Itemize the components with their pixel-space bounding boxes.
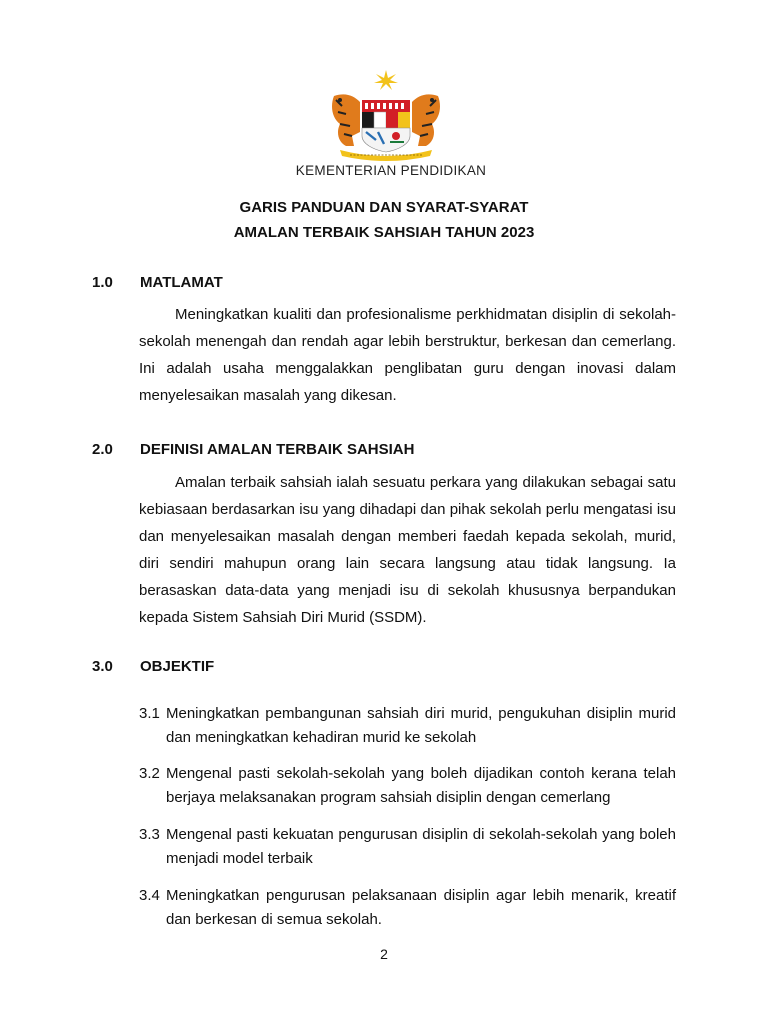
section-paragraph-definisi [139,469,676,631]
objective-number: 3.4 [139,887,160,904]
objective-item [139,702,676,750]
section-paragraph-matlamat [139,301,676,409]
section-title: MATLAMAT [140,274,223,291]
section-number: 2.0 [92,441,113,458]
ministry-name: KEMENTERIAN PENDIDIKAN [295,163,487,178]
objective-number: 3.3 [139,826,160,843]
objective-item [139,884,676,932]
section-title: DEFINISI AMALAN TERBAIK SAHSIAH [140,441,415,458]
objective-text: Meningkatkan pembangunan sahsiah diri murid, pengukuhan disiplin murid dan meningkatkan kehadiran murid ke sekolah [166,705,676,746]
page-number: 2 [380,946,388,962]
section-title: OBJEKTIF [140,658,215,675]
paragraph-text: Meningkatkan kualiti dan profesionalisme perkhidmatan disiplin di sekolah-sekolah menengah dan rendah agar lebih berstruktur, berkesan dan cemerlang. Ini adalah usaha menggalakkan penglibatan guru dengan inovasi dalam menyelesaikan masalah yang dikesan. [139,306,676,404]
objective-item [139,762,676,810]
section-heading-matlamat [92,274,223,291]
section-heading-definisi [92,441,414,458]
document-title-line-2: AMALAN TERBAIK SAHSIAH TAHUN 2023 [233,224,535,241]
section-number: 1.0 [92,274,113,291]
coat-of-arms-logo [326,66,446,162]
objective-item [139,823,676,871]
section-number: 3.0 [92,658,113,675]
document-title-line-1: GARIS PANDUAN DAN SYARAT-SYARAT [239,199,529,216]
objective-text: Mengenal pasti sekolah-sekolah yang boleh dijadikan contoh kerana telah berjaya melaksanakan program sahsiah disiplin dengan cemerlang [166,765,676,806]
objective-text: Mengenal pasti kekuatan pengurusan disiplin di sekolah-sekolah yang boleh menjadi model terbaik [166,826,676,867]
objective-number: 3.2 [139,765,160,782]
objective-number: 3.1 [139,705,160,722]
section-heading-objektif [92,658,214,675]
objective-text: Meningkatkan pengurusan pelaksanaan disiplin agar lebih menarik, kreatif dan berkesan di semua sekolah. [166,887,676,928]
paragraph-text: Amalan terbaik sahsiah ialah sesuatu perkara yang dilakukan sebagai satu kebiasaan berdasarkan isu yang dihadapi dan pihak sekolah perlu mengatasi isu dan menyelesaikan masalah dengan memberi faedah kepada sekolah, murid, diri sendiri mahupun orang lain secara langsung atau tidak langsung. Ia berasaskan data-data yang menjadi isu di sekolah khususnya berpandukan kepada Sistem Sahsiah Diri Murid (SSDM). [139,474,676,626]
